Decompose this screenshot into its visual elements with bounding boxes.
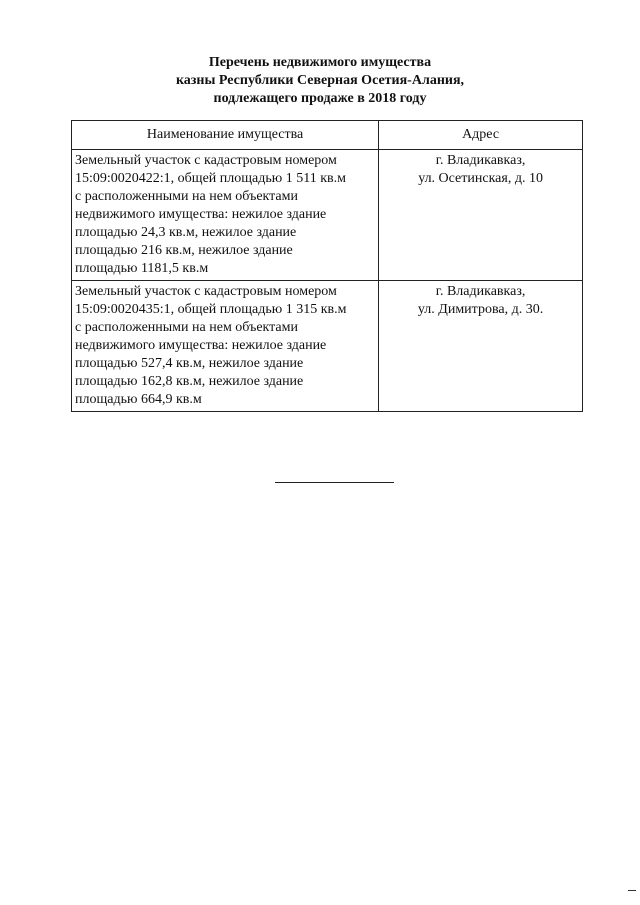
document-title [0,54,640,108]
property-name-line: площадью 162,8 кв.м, нежилое здание [75,374,304,389]
table-row [72,150,583,281]
header-address: Адрес [379,121,583,150]
title-line-1: Перечень недвижимого имущества [208,55,432,70]
table-header-row [72,121,583,150]
property-name-line: площадью 1181,5 кв.м [75,261,209,276]
property-name-line: с расположенными на нем объектами [75,320,299,335]
property-name-line: с расположенными на нем объектами [75,189,299,204]
address-cell [379,150,583,281]
address-line: г. Владикавказ, [435,153,526,168]
end-divider-line [275,482,394,483]
header-property-name: Наименование имущества [72,121,379,150]
address-line: г. Владикавказ, [435,284,526,299]
property-name-line: площадью 24,3 кв.м, нежилое здание [75,225,297,240]
property-name-line: 15:09:0020422:1, общей площадью 1 511 кв.м [75,171,346,186]
address-cell [379,281,583,412]
property-name-line: недвижимого имущества: нежилое здание [75,207,327,222]
property-name-line: недвижимого имущества: нежилое здание [75,338,327,353]
property-name-cell [72,281,379,412]
property-name-cell [72,150,379,281]
title-line-2: казны Республики Северная Осетия-Алания, [175,73,465,88]
page-edge-mark [628,890,636,891]
property-name-line: Земельный участок с кадастровым номером [75,153,337,168]
table-row [72,281,583,412]
property-table [71,120,583,412]
property-name-line: площадью 664,9 кв.м [75,392,202,407]
property-name-line: площадью 216 кв.м, нежилое здание [75,243,293,258]
address-line: ул. Осетинская, д. 10 [418,171,543,186]
property-name-line: 15:09:0020435:1, общей площадью 1 315 кв.м [75,302,347,317]
property-name-line: Земельный участок с кадастровым номером [75,284,337,299]
property-name-line: площадью 527,4 кв.м, нежилое здание [75,356,304,371]
address-line: ул. Димитрова, д. 30. [417,302,544,317]
title-line-3: подлежащего продаже в 2018 году [213,91,427,106]
